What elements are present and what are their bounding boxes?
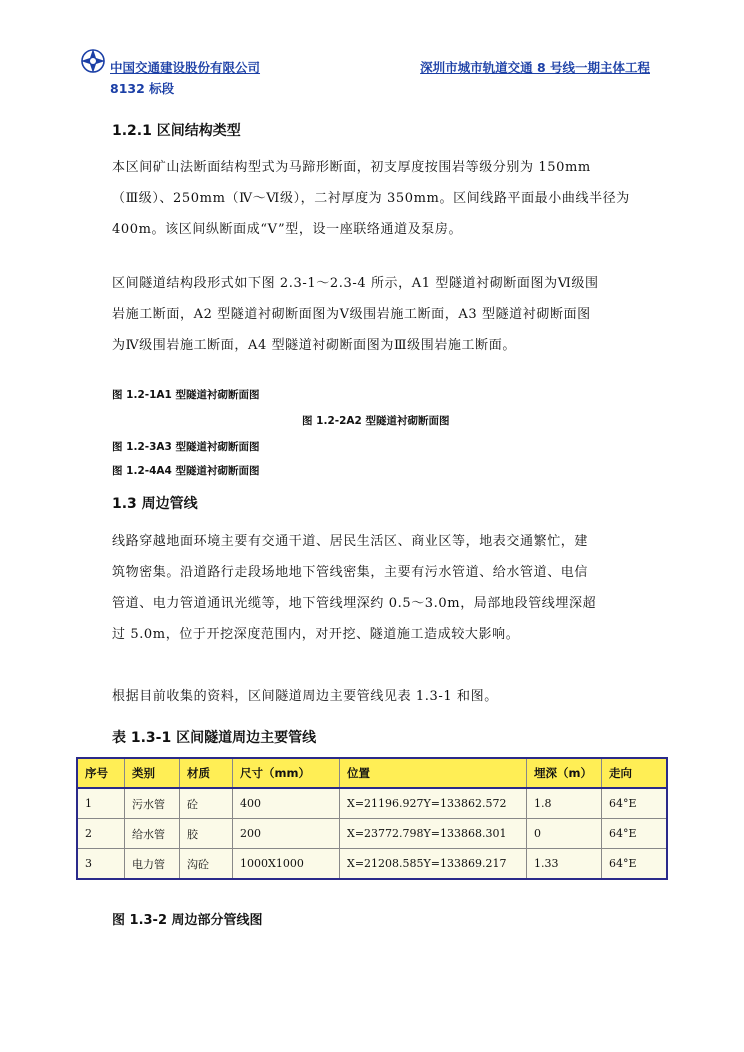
table-cell: 胶 [180, 819, 233, 849]
table-cell: 2 [77, 819, 125, 849]
table-cell: 3 [77, 849, 125, 880]
text-line: 根据目前收集的资料，区间隧道周边主要管线见表 1.3-1 和图。 [112, 689, 498, 704]
table-cell: 0 [527, 819, 602, 849]
text-line: 过 5.0m，位于开挖深度范围内，对开挖、隧道施工造成较大影响。 [112, 627, 520, 642]
table-cell: 64°E [602, 788, 668, 819]
text-line: 本区间矿山法断面结构型式为马蹄形断面，初支厚度按围岩等级分别为 150mm [112, 160, 591, 175]
table-cell: 1.8 [527, 788, 602, 819]
figure-caption-1-3-2: 图 1.3-2 周边部分管线图 [112, 913, 263, 928]
section-121-paragraph-1 [112, 152, 636, 245]
section-13-heading: 1.3 周边管线 [112, 496, 198, 512]
column-header: 类别 [125, 758, 180, 788]
column-header: 埋深（m） [527, 758, 602, 788]
column-header: 尺寸（mm） [233, 758, 340, 788]
section-code: 8132 标段 [110, 81, 175, 96]
section-121-heading: 1.2.1 区间结构类型 [112, 123, 241, 139]
table-cell: 给水管 [125, 819, 180, 849]
company-name: 中国交通建设股份有限公司 [110, 60, 261, 75]
text-line: 管道、电力管道通讯光缆等，地下管线埋深约 0.5～3.0m，局部地段管线埋深超 [112, 596, 597, 611]
figure-caption-1-2-3: 图 1.2-3A3 型隧道衬砌断面图 [112, 441, 260, 453]
table-cell: 电力管 [125, 849, 180, 880]
pipelines-table [76, 757, 668, 880]
table-cell: 沟砼 [180, 849, 233, 880]
table-header-row [77, 758, 667, 788]
column-header: 序号 [77, 758, 125, 788]
table-cell: 1000X1000 [233, 849, 340, 880]
table-cell: 砼 [180, 788, 233, 819]
table-row [77, 849, 667, 880]
text-line: （Ⅲ级）、250mm（Ⅳ～Ⅵ级），二衬厚度为 350mm。区间线路平面最小曲线半径为 [112, 191, 630, 206]
text-line: 筑物密集。沿道路行走段场地地下管线密集，主要有污水管道、给水管道、电信 [112, 565, 589, 580]
column-header: 材质 [180, 758, 233, 788]
section-13-paragraph-1 [112, 526, 636, 650]
table-cell: 200 [233, 819, 340, 849]
section-121-paragraph-2 [112, 268, 636, 361]
table-cell: X=23772.798Y=133868.301 [340, 819, 527, 849]
page-header [80, 46, 650, 100]
text-line: 为Ⅳ级围岩施工断面，A4 型隧道衬砌断面图为Ⅲ级围岩施工断面。 [112, 338, 516, 353]
table-cell: X=21208.585Y=133869.217 [340, 849, 527, 880]
table-row [77, 819, 667, 849]
table-cell: 64°E [602, 849, 668, 880]
project-name: 深圳市城市轨道交通 8 号线一期主体工程 [420, 60, 650, 75]
figure-caption-1-2-4: 图 1.2-4A4 型隧道衬砌断面图 [112, 465, 260, 477]
table-row [77, 788, 667, 819]
table-cell: 64°E [602, 819, 668, 849]
company-logo-icon [80, 48, 106, 74]
table-cell: X=21196.927Y=133862.572 [340, 788, 527, 819]
table-cell: 污水管 [125, 788, 180, 819]
figure-caption-1-2-2: 图 1.2-2A2 型隧道衬砌断面图 [302, 415, 450, 427]
table-cell: 400 [233, 788, 340, 819]
column-header: 位置 [340, 758, 527, 788]
section-13-paragraph-2 [112, 681, 636, 712]
table-title: 表 1.3-1 区间隧道周边主要管线 [112, 730, 317, 746]
figure-caption-1-2-1: 图 1.2-1A1 型隧道衬砌断面图 [112, 389, 260, 401]
table-cell: 1 [77, 788, 125, 819]
text-line: 线路穿越地面环境主要有交通干道、居民生活区、商业区等，地表交通繁忙，建 [112, 534, 589, 549]
text-line: 岩施工断面，A2 型隧道衬砌断面图为Ⅴ级围岩施工断面，A3 型隧道衬砌断面图 [112, 307, 591, 322]
text-line: 400m。该区间纵断面成“V”型，设一座联络通道及泵房。 [112, 222, 463, 237]
column-header: 走向 [602, 758, 668, 788]
table-cell: 1.33 [527, 849, 602, 880]
text-line: 区间隧道结构段形式如下图 2.3-1～2.3-4 所示，A1 型隧道衬砌断面图为Ⅵ级围 [112, 276, 599, 291]
